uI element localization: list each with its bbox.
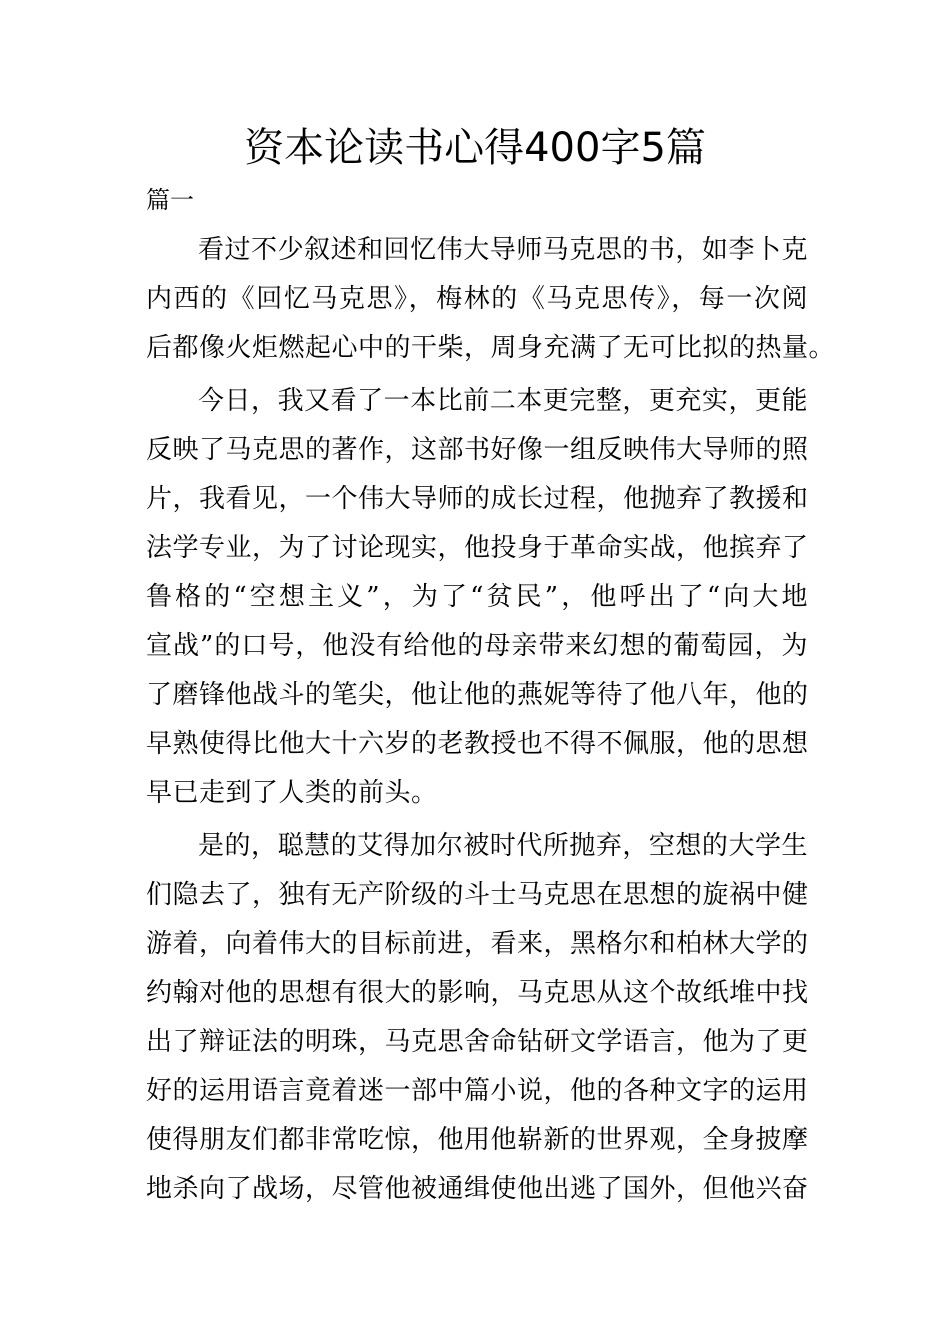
text-line: 内西的《回忆马克思》，梅林的《马克思传》，每一次阅 bbox=[146, 284, 808, 314]
text-line: 鲁格的“空想主义”，为了“贫民”，他呼出了“向大地 bbox=[146, 582, 808, 612]
text-line: 出了辩证法的明珠，马克思舍命钻研文学语言，他为了更 bbox=[146, 1027, 809, 1057]
section-label: 篇一 bbox=[146, 186, 194, 214]
text-line: 约翰对他的思想有很大的影响，马克思从这个故纸堆中找 bbox=[146, 978, 809, 1008]
text-line: 今日，我又看了一本比前二本更完整，更充实，更能 bbox=[198, 386, 808, 416]
text-line: 了磨锋他战斗的笔尖，他让他的燕妮等待了他八年，他的 bbox=[146, 680, 809, 710]
text-line: 们隐去了，独有无产阶级的斗士马克思在思想的旋祸中健 bbox=[146, 880, 809, 910]
paragraph-1 bbox=[146, 226, 836, 373]
text-line: 反映了马克思的著作，这部书好像一组反映伟大导师的照 bbox=[146, 435, 809, 465]
paragraph-3 bbox=[146, 822, 808, 1214]
text-line: 早已走到了人类的前头。 bbox=[146, 778, 438, 808]
text-line: 后都像火炬燃起心中的干柴，周身充满了无可比拟的热量。 bbox=[146, 333, 836, 363]
document-title: 资本论读书心得400字5篇 bbox=[244, 125, 706, 171]
text-line: 使得朋友们都非常吃惊，他用他崭新的世界观，全身披摩 bbox=[146, 1125, 809, 1155]
text-line: 宣战”的口号，他没有给他的母亲带来幻想的葡萄园，为 bbox=[146, 631, 808, 661]
text-line: 好的运用语言竟着迷一部中篇小说，他的各种文字的运用 bbox=[146, 1076, 809, 1106]
text-line: 法学专业，为了讨论现实，他投身于革命实战，他摈弃了 bbox=[146, 533, 809, 563]
text-line: 片，我看见，一个伟大导师的成长过程，他抛弃了教援和 bbox=[146, 484, 809, 514]
paragraph-2 bbox=[146, 377, 808, 818]
document-body bbox=[146, 226, 836, 1218]
text-line: 地杀向了战场，尽管他被通缉使他出逃了国外，但他兴奋 bbox=[146, 1174, 809, 1204]
text-line: 早熟使得比他大十六岁的老教授也不得不佩服，他的思想 bbox=[146, 729, 809, 759]
text-line: 看过不少叙述和回忆伟大导师马克思的书，如李卜克 bbox=[198, 235, 808, 265]
text-line: 游着，向着伟大的目标前进，看来，黑格尔和柏林大学的 bbox=[146, 929, 809, 959]
text-line: 是的，聪慧的艾得加尔被时代所抛弃，空想的大学生 bbox=[198, 831, 808, 861]
